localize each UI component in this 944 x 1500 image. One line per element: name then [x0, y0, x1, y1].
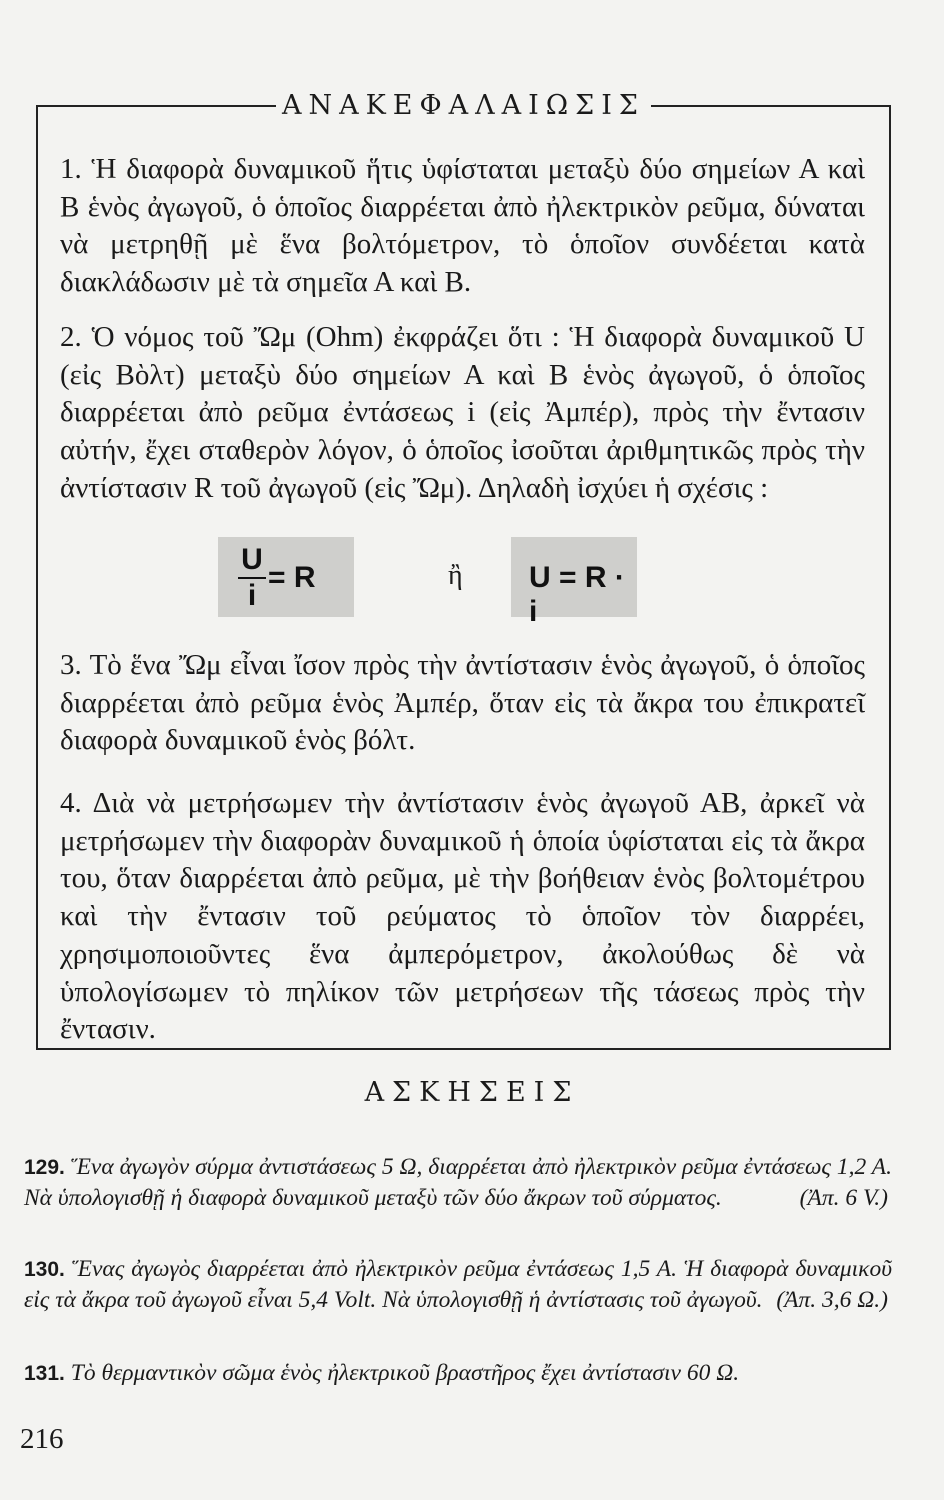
fraction [238, 545, 266, 611]
ohm-law-fraction-formula [218, 537, 354, 617]
exercise-number: 129. [24, 1156, 65, 1179]
summary-title: ΑΝΑΚΕΦΑΛΑΙΩΣΙΣ [276, 89, 651, 123]
exercise-number: 131. [24, 1362, 65, 1385]
summary-point-3: 3. Τὸ ἕνα Ὤμ εἶναι ἴσον πρὸς τὴν ἀντίστασιν ἑνὸς ἀγωγοῦ, ὁ ὁποῖος διαρρέεται ἀπὸ ρεῦμα ἑνὸς Ἀμπέρ, ὅταν εἰς τὰ ἄκρα του ἐπικρατεῖ διαφορὰ δυναμικοῦ ἑνὸς βόλτ. [60, 649, 865, 757]
summary-point-4: 4. Διὰ νὰ μετρήσωμεν τὴν ἀντίστασιν ἑνὸς ἀγωγοῦ ΑΒ, ἀρκεῖ νὰ μετρήσωμεν τὴν διαφορὰν δυναμικοῦ ἡ ὁποία ὑφίσταται εἰς τὰ ἄκρα του, ὅταν διαρρέεται ἀπὸ ρεῦμα, μὲ τὴν βοήθειαν ἑνὸς βολτομέτρου καὶ τὴν ἔντασιν τοῦ ρεύματος τὸ ὁποῖον τὸν διαρρέει, χρησιμοποιοῦντες ἕνα ἀμπερόμετρον, ἀκολούθως δὲ νὰ ὑπολογίσωμεν τὸ πηλίκον τῶν μετρήσεων τῆς τάσεως πρὸς τὴν ἔντασιν. [60, 787, 865, 1046]
product-formula-text: U = R · i [529, 561, 625, 628]
fraction-denominator: i [247, 579, 257, 612]
summary-point-2: 2. Ὁ νόμος τοῦ Ὤμ (Ohm) ἐκφράζει ὅτι : Ἡ διαφορὰ δυναμικοῦ U (εἰς Βὸλτ) μεταξὺ δύο σημείων Α καὶ Β ἑνὸς ἀγωγοῦ, ὁ ὁποῖος διαρρέεται ἀπὸ ρεῦμα ἐντάσεως i (εἰς Ἀμπέρ), πρὸς τὴν ἔντασιν αὐτήν, ἔχει σταθερὸν λόγον, ὁ ὁποῖος ἰσοῦται ἀριθμητικῶς πρὸς τὴν ἀντίστασιν R τοῦ ἀγωγοῦ (εἰς Ὤμ). Δηλαδὴ ἰσχύει ἡ σχέσις : [60, 321, 865, 504]
exercise-text: Ἕνας ἀγωγὸς διαρρέεται ἀπὸ ἠλεκτρικὸν ρεῦμα ἐντάσεως 1,5 Α. Ἡ διαφορὰ δυναμικοῦ εἰς τὰ ἄκρα τοῦ ἀγωγοῦ εἶναι 5,4 Volt. Νὰ ὑπολογισθῇ ἡ ἀντίστασις τοῦ ἀγωγοῦ. [24, 1256, 892, 1314]
exercise-129 [24, 1152, 892, 1215]
fraction-rhs: = R [268, 561, 316, 594]
exercise-text: Τὸ θερμαντικὸν σῶμα ἑνὸς ἠλεκτρικοῦ βραστῆρος ἔχει ἀντίστασιν 60 Ω. [70, 1360, 740, 1386]
summary-point-1: 1. Ἡ διαφορὰ δυναμικοῦ ἥτις ὑφίσταται μεταξὺ δύο σημείων Α καὶ Β ἑνὸς ἀγωγοῦ, ὁ ὁποῖος διαρρέεται ἀπὸ ἠλεκτρικὸν ρεῦμα, δύναται νὰ μετρηθῇ μὲ ἕνα βολτόμετρον, τὸ ὁποῖον συνδέεται κατὰ διακλάδωσιν μὲ τὰ σημεῖα Α καὶ Β. [60, 153, 865, 299]
page-number: 216 [20, 1423, 64, 1455]
exercise-text: Ἕνα ἀγωγὸν σύρμα ἀντιστάσεως 5 Ω, διαρρέεται ἀπὸ ἠλεκτρικὸν ρεῦμα ἐντάσεως 1,2 Α. Νὰ ὑπολογισθῇ ἡ διαφορὰ δυναμικοῦ μεταξὺ τῶν δύο ἄκρων τοῦ σύρματος. [24, 1154, 893, 1212]
exercises-title: ΑΣΚΗΣΕΙΣ [364, 1077, 580, 1108]
exercise-130 [24, 1254, 892, 1317]
or-word: ἢ [448, 560, 463, 591]
summary-title-wrap [38, 89, 889, 123]
exercise-answer: (Ἀπ. 3,6 Ω.) [776, 1287, 888, 1314]
exercise-131 [24, 1358, 892, 1389]
ohm-law-product-formula [511, 537, 637, 628]
exercise-answer: (Ἀπ. 6 V.) [799, 1185, 888, 1212]
fraction-numerator: U [241, 543, 263, 576]
exercise-number: 130. [24, 1258, 65, 1281]
summary-box [36, 90, 891, 1050]
